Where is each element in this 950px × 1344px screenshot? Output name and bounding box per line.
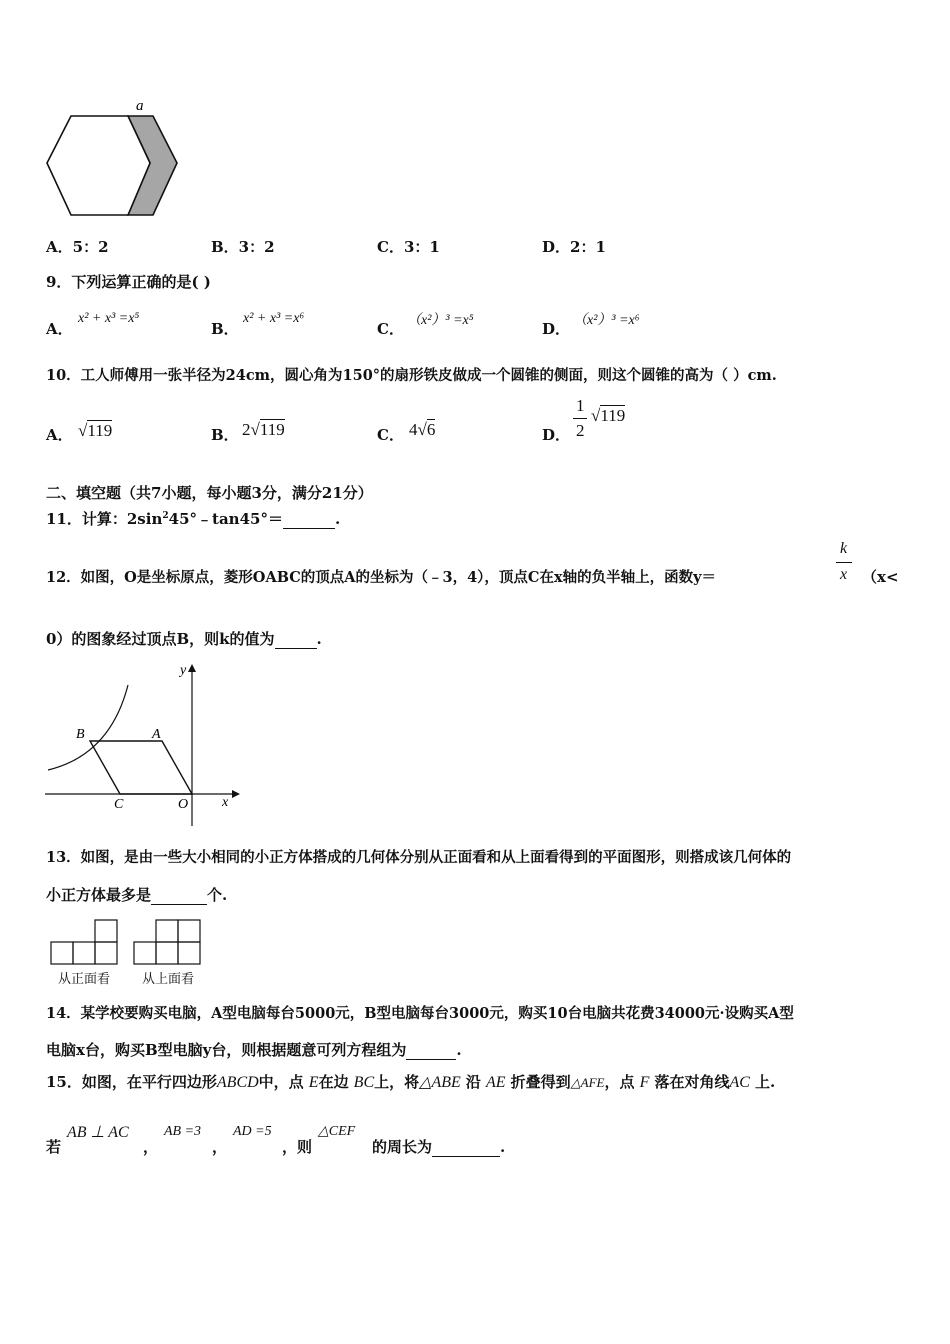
- q10-c-coef: 4: [409, 420, 418, 439]
- q11-sup: 2: [162, 511, 169, 521]
- q15-perimeter: [372, 1136, 505, 1157]
- q11-suffix: 45°﹣tan45°＝: [168, 510, 283, 528]
- q12-frac-bar: [836, 562, 852, 563]
- q15-ze: ，则: [282, 1138, 313, 1156]
- q10-b-radicand: 119: [259, 420, 285, 439]
- q9-expr-d: （x²）³ =x⁶: [573, 313, 640, 328]
- q8-option-b: B．3：2: [211, 238, 275, 256]
- q13-line2: [46, 884, 227, 905]
- q10-d-frac-bar: [573, 418, 587, 419]
- q15-text-8: 落在对角线: [654, 1073, 730, 1091]
- q12-line1-end: （x<: [862, 568, 899, 586]
- q9-label-a: A．: [46, 320, 73, 338]
- q10-label-b: B．: [211, 426, 239, 444]
- q15-text-4: 上，将: [374, 1073, 420, 1091]
- point-label-o: O: [178, 797, 189, 812]
- q10-option-a: √119: [78, 421, 113, 440]
- q15-text-2: 中，点: [258, 1073, 304, 1091]
- q8-option-c: C．3：1: [377, 238, 440, 256]
- q15-ruo: 若: [46, 1138, 62, 1156]
- point-label-c: C: [114, 797, 124, 812]
- q15-text-7: ，点: [604, 1073, 635, 1091]
- top-view-figure: [133, 918, 205, 968]
- rhombus-graph: [40, 660, 240, 830]
- q15-text-10: 的周长为: [372, 1138, 433, 1156]
- q12-line2: [46, 628, 322, 649]
- q10-d-radicand: 119: [600, 406, 626, 425]
- q9-expr-b: x² + x³ =x⁶: [243, 311, 305, 326]
- q15-end: .: [500, 1138, 506, 1156]
- figure-label-a: a: [136, 98, 144, 114]
- q15-text-3: 在边: [318, 1073, 349, 1091]
- q15-text-6: 折叠得到: [510, 1073, 571, 1091]
- q14-line1: 14．某学校要购买电脑，A型电脑每台5000元，B型电脑每台3000元，购买10台电脑共花费34000元·设购买A型: [46, 1005, 794, 1022]
- hexagon-figure: [40, 95, 185, 225]
- q15-tri-cef: △CEF: [318, 1124, 356, 1139]
- q15-comma-2: ，: [212, 1138, 228, 1156]
- q15-ae: AE: [485, 1074, 506, 1091]
- q13-answer-blank: [151, 886, 207, 905]
- q10-label-c: C．: [377, 426, 404, 444]
- q14-line2-end: .: [456, 1041, 462, 1059]
- hyperbola-curve: [48, 685, 128, 770]
- q15-tri-abe: △ABE: [419, 1074, 461, 1091]
- q8-option-d: D．2：1: [542, 238, 606, 256]
- q10-b-coef: 2: [242, 420, 251, 439]
- q12-line1: 12．如图，O是坐标原点，菱形OABC的顶点A的坐标为（﹣3，4），顶点C在x轴的负半轴上，函数y＝: [46, 569, 717, 586]
- caption-top-view: 从上面看: [142, 972, 195, 987]
- q13-line1: 13．如图，是由一些大小相同的小正方体搭成的几何体分别从正面看和从上面看得到的平面图形，则搭成该几何体的: [46, 849, 792, 866]
- q14-line2: [46, 1039, 462, 1060]
- q11-end: .: [334, 510, 341, 528]
- q15-ab3: AB =3: [164, 1124, 202, 1139]
- q13-line2-end: 个.: [207, 886, 228, 904]
- q10-label-d: D．: [542, 426, 571, 444]
- q11-answer-blank: [283, 510, 335, 529]
- q15-text-9: 上.: [755, 1073, 776, 1091]
- section-2-title: 二、填空题（共7小题，每小题3分，满分21分）: [46, 484, 373, 502]
- y-axis-arrow: [188, 664, 196, 672]
- q15-text-5: 沿: [465, 1073, 481, 1091]
- q10-stem: 10．工人师傅用一张半径为24cm，圆心角为150°的扇形铁皮做成一个圆锥的侧面，则这个圆锥的高为（ ）cm.: [46, 367, 777, 384]
- q12-frac-num: k: [840, 540, 848, 557]
- q15-comma-1: ，: [143, 1138, 159, 1156]
- q10-c-radicand: 6: [426, 420, 436, 439]
- axis-label-y: y: [180, 663, 187, 678]
- front-view-figure: [50, 918, 122, 968]
- axis-label-x: x: [222, 795, 229, 810]
- q11-line: [46, 508, 340, 529]
- q10-d-radical: √119: [591, 406, 626, 425]
- q9-label-b: B．: [211, 320, 239, 338]
- q15-text-1: 15．如图，在平行四边形: [46, 1073, 217, 1091]
- q15-point-e: E: [308, 1074, 319, 1091]
- q15-point-f: F: [639, 1074, 650, 1091]
- q10-d-frac-num: 1: [576, 396, 585, 415]
- point-label-b: B: [76, 727, 85, 742]
- q15-answer-blank: [432, 1138, 500, 1157]
- q11-prefix: 11．计算：2sin: [46, 510, 163, 528]
- q9-label-d: D．: [542, 320, 571, 338]
- q15-tri-afe: △AFE: [570, 1075, 605, 1090]
- q10-option-c: 4√6: [409, 420, 436, 439]
- q12-line2-end: .: [316, 630, 322, 648]
- q15-line1: [46, 1071, 775, 1092]
- q8-option-a: A．5：2: [46, 238, 109, 256]
- q12-frac-den: x: [840, 566, 848, 583]
- q10-option-b: 2√119: [242, 420, 285, 439]
- q15-bc: BC: [353, 1074, 375, 1091]
- q10-a-radicand: 119: [87, 421, 113, 440]
- rhombus-oabc: [90, 741, 192, 794]
- q14-line2-text: 电脑x台，购买B型电脑y台，则根据题意可列方程组为: [46, 1041, 407, 1059]
- point-label-a: A: [152, 727, 161, 742]
- q15-perp: AB ⊥ AC: [67, 1124, 129, 1141]
- q10-d-frac-den: 2: [576, 421, 585, 440]
- q9-stem: 9．下列运算正确的是( ): [46, 273, 211, 291]
- q14-answer-blank: [406, 1041, 456, 1060]
- hexagon: [47, 116, 150, 215]
- q9-expr-a: x² + x³ =x⁵: [78, 311, 140, 326]
- q15-ad5: AD =5: [233, 1124, 272, 1139]
- q12-line2-text: 0）的图象经过顶点B，则k的值为: [46, 630, 275, 648]
- q10-label-a: A．: [46, 426, 73, 444]
- q13-line2-text: 小正方体最多是: [46, 886, 152, 904]
- q15-abcd: ABCD: [216, 1074, 259, 1091]
- q9-expr-c: （x²）³ =x⁵: [407, 313, 474, 328]
- caption-front-view: 从正面看: [58, 972, 111, 987]
- q12-answer-blank: [275, 630, 317, 649]
- q9-label-c: C．: [377, 320, 404, 338]
- x-axis-arrow: [232, 790, 240, 798]
- q15-ac: AC: [729, 1074, 750, 1091]
